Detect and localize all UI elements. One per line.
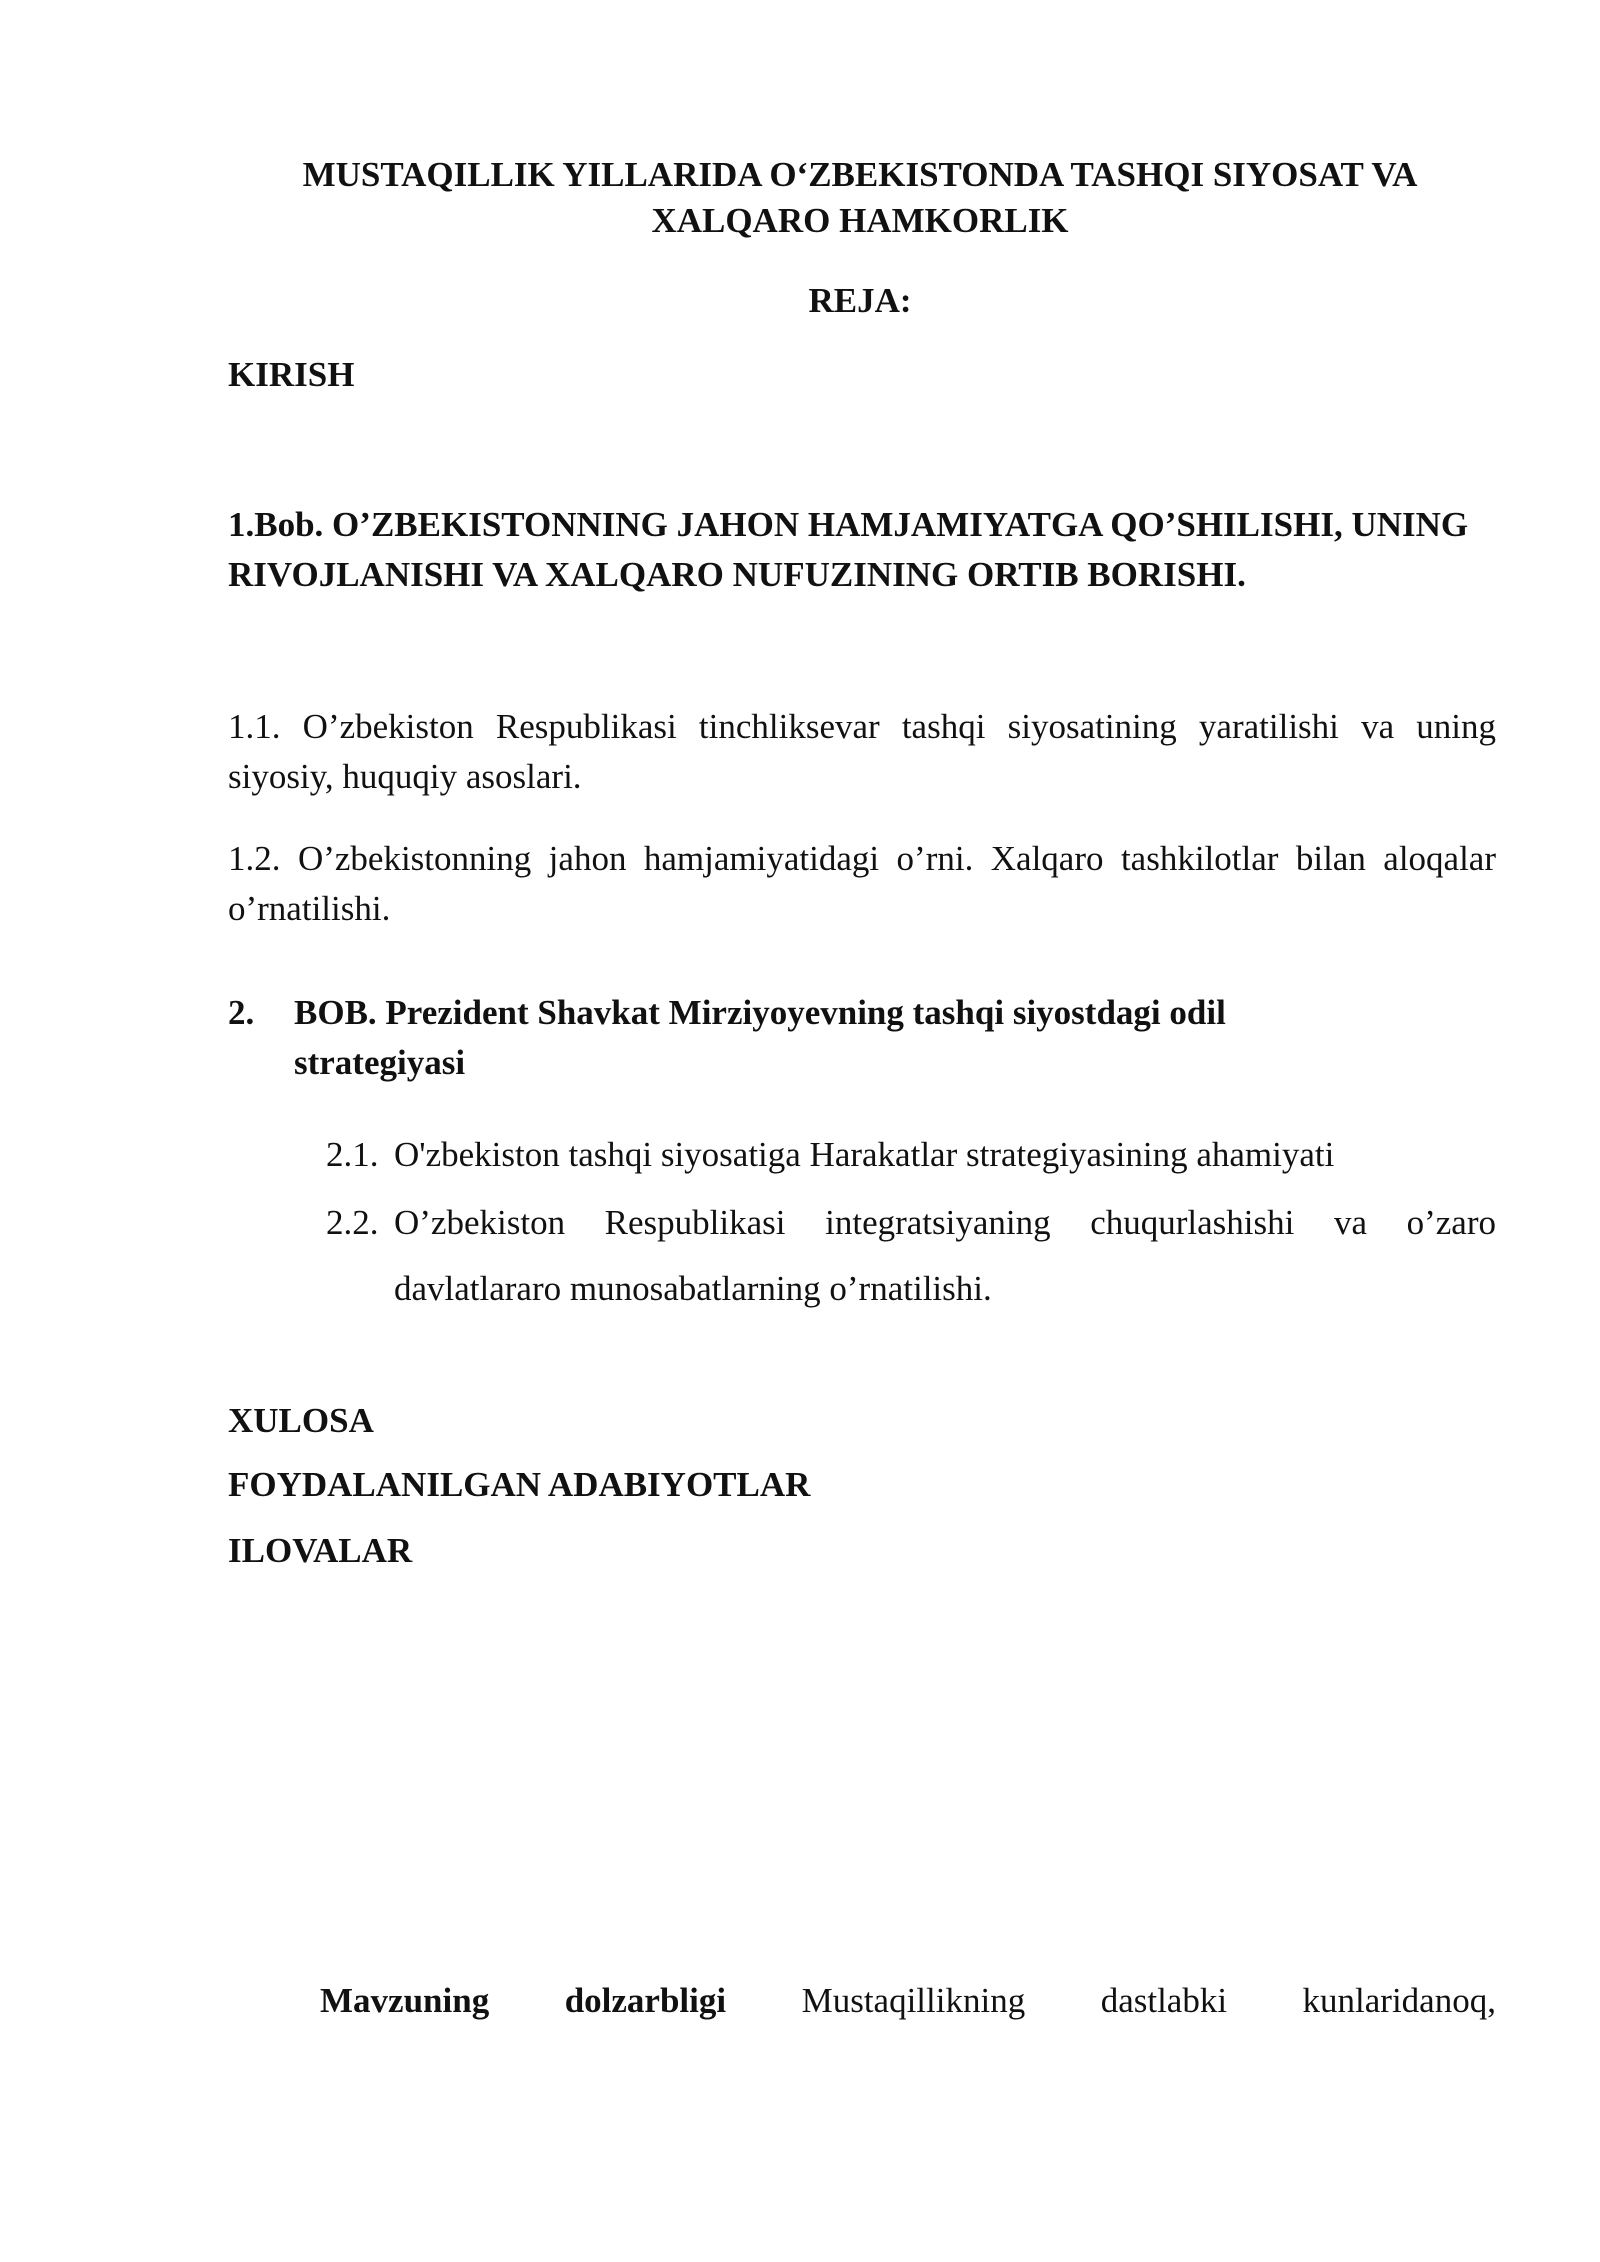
- plan-heading: REJA:: [808, 281, 912, 320]
- section-2-2-number: 2.2.: [326, 1203, 379, 1242]
- section-2-1: [326, 1122, 1496, 1188]
- body-word-mavzuning: Mavzuning: [320, 1981, 490, 2020]
- body-word-dastlabki: dastlabki: [1100, 1981, 1228, 2020]
- document-title-line-2: XALQARO HAMKORLIK: [651, 201, 1069, 240]
- section-1-1: 1.1. O’zbekiston Respublikasi tinchliksevar tashqi siyosatining yaratilishi va uning siyosiy, huquqiy asoslari.: [228, 707, 1496, 796]
- intro-heading: KIRISH: [228, 355, 355, 394]
- section-2-1-number: 2.1.: [326, 1135, 379, 1174]
- body-first-line: [320, 1976, 1496, 2026]
- chapter-1-heading: 1.Bob. O’ZBEKISTONNING JAHON HAMJAMIYATGA QO’SHILISHI, UNING RIVOJLANISHI VA XALQARO NUFUZINING ORTIB BORISHI.: [228, 505, 1469, 594]
- chapter-2-title: BOB. Prezident Shavkat Mirziyoyevning tashqi siyostdagi odil strategiyasi: [294, 993, 1226, 1082]
- conclusion-heading: XULOSA: [228, 1401, 374, 1440]
- section-1-2: 1.2. O’zbekistonning jahon hamjamiyatidagi o’rni. Xalqaro tashkilotlar bilan aloqalar o’rnatilishi.: [228, 839, 1496, 928]
- section-2-1-text: O'zbekiston tashqi siyosatiga Harakatlar strategiyasining ahamiyati: [394, 1135, 1335, 1174]
- document-title-line-1: MUSTAQILLIK YILLARIDA O‘ZBEKISTONDA TASHQI SIYOSAT VA: [302, 155, 1418, 194]
- references-heading: FOYDALANILGAN ADABIYOTLAR: [228, 1465, 811, 1504]
- body-word-kunlaridanoq: kunlaridanoq,: [1302, 1981, 1496, 2020]
- section-2-2: [326, 1190, 1496, 1322]
- appendices-heading: ILOVALAR: [228, 1531, 413, 1570]
- chapter-2-number: 2.: [228, 993, 255, 1032]
- chapter-2-heading: [228, 988, 1328, 1088]
- body-word-dolzarbligi: dolzarbligi: [564, 1981, 727, 2020]
- document-title: [220, 152, 1500, 244]
- body-word-mustaqillikning: Mustaqillikning: [801, 1981, 1026, 2020]
- section-2-2-text: O’zbekiston Respublikasi integratsiyaning chuqurlashishi va o’zaro davlatlararo munosabatlarning o’rnatilishi.: [394, 1203, 1496, 1308]
